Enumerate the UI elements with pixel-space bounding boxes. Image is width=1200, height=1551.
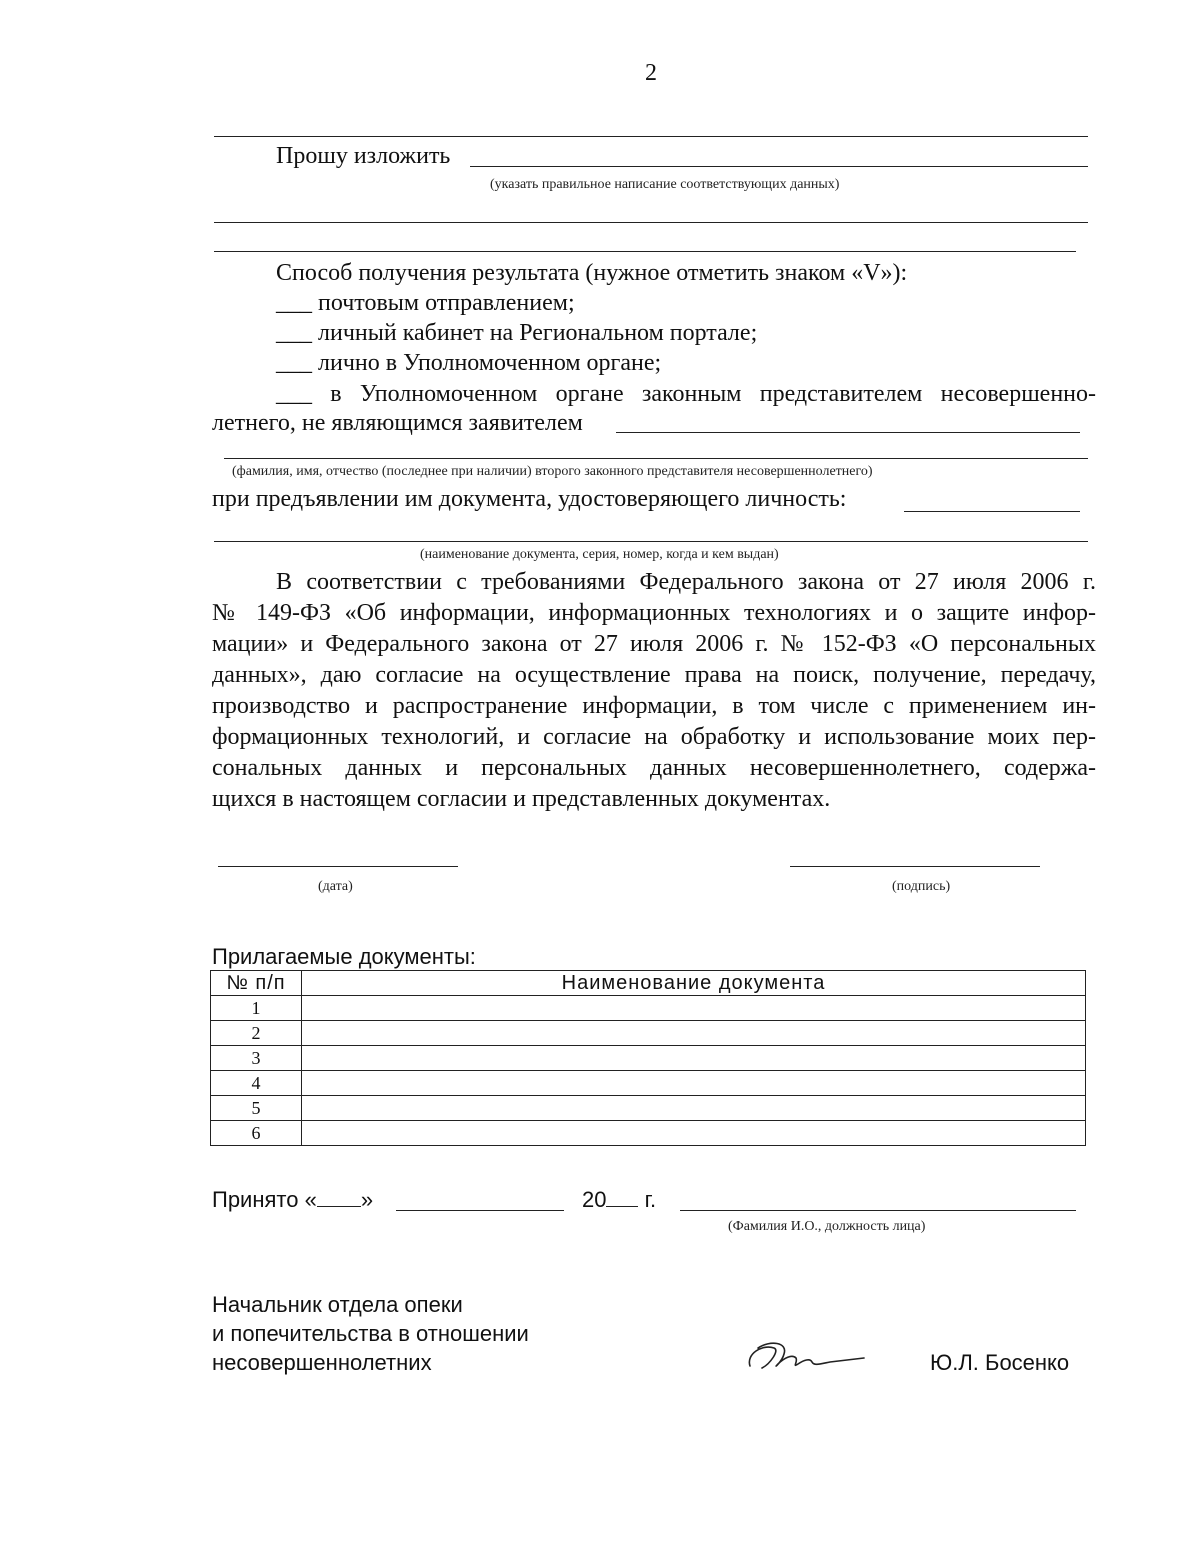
- accepted-line: [212, 1185, 373, 1215]
- handwritten-signature: [740, 1334, 870, 1384]
- year-suffix: г.: [644, 1187, 657, 1212]
- row-number: 4: [211, 1071, 302, 1096]
- table-header-row: [211, 971, 1086, 996]
- date-input-line[interactable]: [218, 866, 458, 867]
- checkbox-blank[interactable]: ___: [276, 350, 312, 376]
- delivery-option-in-person[interactable]: [276, 348, 661, 378]
- id-document-hint: (наименование документа, серия, номер, когда и кем выдан): [420, 547, 779, 562]
- consent-line: сональных данных и персональных данных несовершеннолетнего, содержа-: [212, 755, 1096, 781]
- accepted-close-quote: »: [360, 1187, 374, 1212]
- date-label: (дата): [318, 879, 353, 894]
- row-number: 2: [211, 1021, 302, 1046]
- checkbox-blank[interactable]: ___: [276, 320, 312, 346]
- delivery-option-representative[interactable]: [212, 378, 1096, 410]
- option-label: почтовым отправлением;: [318, 290, 575, 316]
- column-header-number: № п/п: [211, 971, 302, 996]
- representative-input-line[interactable]: [616, 432, 1080, 433]
- representative-hint: (фамилия, имя, отчество (последнее при наличии) второго законного представителя несовершеннолетнего): [232, 464, 873, 479]
- table-row: [211, 1096, 1086, 1121]
- request-label: Прошу изложить: [276, 143, 451, 169]
- document-name-cell[interactable]: [302, 1096, 1086, 1121]
- consent-line: формационных технологий, и согласие на обработку и использование моих пер-: [212, 724, 1096, 750]
- signature-label: (подпись): [892, 879, 951, 894]
- consent-line: В соответствии с требованиями Федерального закона от 27 июля 2006 г.: [276, 569, 1096, 595]
- attachments-table: [210, 970, 1086, 1146]
- option-label: лично в Уполномоченном органе;: [318, 350, 662, 376]
- document-name-cell[interactable]: [302, 1021, 1086, 1046]
- table-row: [211, 1071, 1086, 1096]
- row-number: 1: [211, 996, 302, 1021]
- fill-line[interactable]: [214, 136, 1088, 137]
- row-number: 5: [211, 1096, 302, 1121]
- page-number: 2: [645, 60, 657, 86]
- row-number: 6: [211, 1121, 302, 1146]
- fill-line[interactable]: [214, 541, 1088, 542]
- signature-input-line[interactable]: [790, 866, 1040, 867]
- year-input-line[interactable]: [606, 1206, 638, 1207]
- delivery-option-portal[interactable]: [276, 318, 757, 348]
- checkbox-blank[interactable]: ___: [276, 381, 312, 407]
- table-row: [211, 996, 1086, 1021]
- fill-line[interactable]: [224, 458, 1088, 459]
- delivery-option-mail[interactable]: [276, 288, 575, 318]
- day-input-line[interactable]: [317, 1206, 361, 1207]
- request-input-line[interactable]: [470, 166, 1088, 167]
- official-input-line[interactable]: [680, 1210, 1076, 1211]
- delivery-heading: Способ получения результата (нужное отметить знаком «V»):: [276, 260, 908, 286]
- month-input-line[interactable]: [396, 1210, 564, 1211]
- request-hint: (указать правильное написание соответствующих данных): [490, 177, 840, 192]
- table-row: [211, 1121, 1086, 1146]
- document-name-cell[interactable]: [302, 1121, 1086, 1146]
- option-label: в Уполномоченном органе законным представителем несовершенно-: [330, 381, 1097, 407]
- accepted-prefix: Принято «: [212, 1187, 317, 1212]
- column-header-name: Наименование документа: [302, 971, 1086, 996]
- consent-line: данных», даю согласие на осуществление права на поиск, получение, передачу,: [212, 662, 1096, 688]
- document-name-cell[interactable]: [302, 1071, 1086, 1096]
- official-title-line: Начальник отдела опеки: [212, 1292, 463, 1317]
- document-name-cell[interactable]: [302, 1046, 1086, 1071]
- row-number: 3: [211, 1046, 302, 1071]
- attachments-title: Прилагаемые документы:: [212, 944, 476, 969]
- consent-line: щихся в настоящем согласии и представленных документах.: [212, 786, 831, 812]
- fill-line[interactable]: [214, 251, 1076, 252]
- official-name: Ю.Л. Босенко: [930, 1350, 1070, 1375]
- id-document-label: при предъявлении им документа, удостоверяющего личность:: [212, 486, 847, 512]
- year-field: [582, 1185, 656, 1215]
- consent-line: производство и распространение информации, в том числе с применением ин-: [212, 693, 1096, 719]
- official-title-line: и попечительства в отношении: [212, 1321, 529, 1346]
- consent-line: мации» и Федерального закона от 27 июля 2006 г. № 152-ФЗ «О персональных: [212, 631, 1096, 657]
- year-prefix: 20: [582, 1187, 607, 1212]
- option-label: личный кабинет на Региональном портале;: [318, 320, 758, 346]
- checkbox-blank[interactable]: ___: [276, 290, 312, 316]
- official-title-line: несовершеннолетних: [212, 1350, 432, 1375]
- document-name-cell[interactable]: [302, 996, 1086, 1021]
- consent-line: № 149-ФЗ «Об информации, информационных технологиях и о защите инфор-: [212, 600, 1096, 626]
- id-document-input-line[interactable]: [904, 511, 1080, 512]
- table-row: [211, 1046, 1086, 1071]
- official-hint: (Фамилия И.О., должность лица): [728, 1219, 926, 1234]
- option4-continuation: летнего, не являющимся заявителем: [212, 410, 583, 436]
- fill-line[interactable]: [214, 222, 1088, 223]
- table-row: [211, 1021, 1086, 1046]
